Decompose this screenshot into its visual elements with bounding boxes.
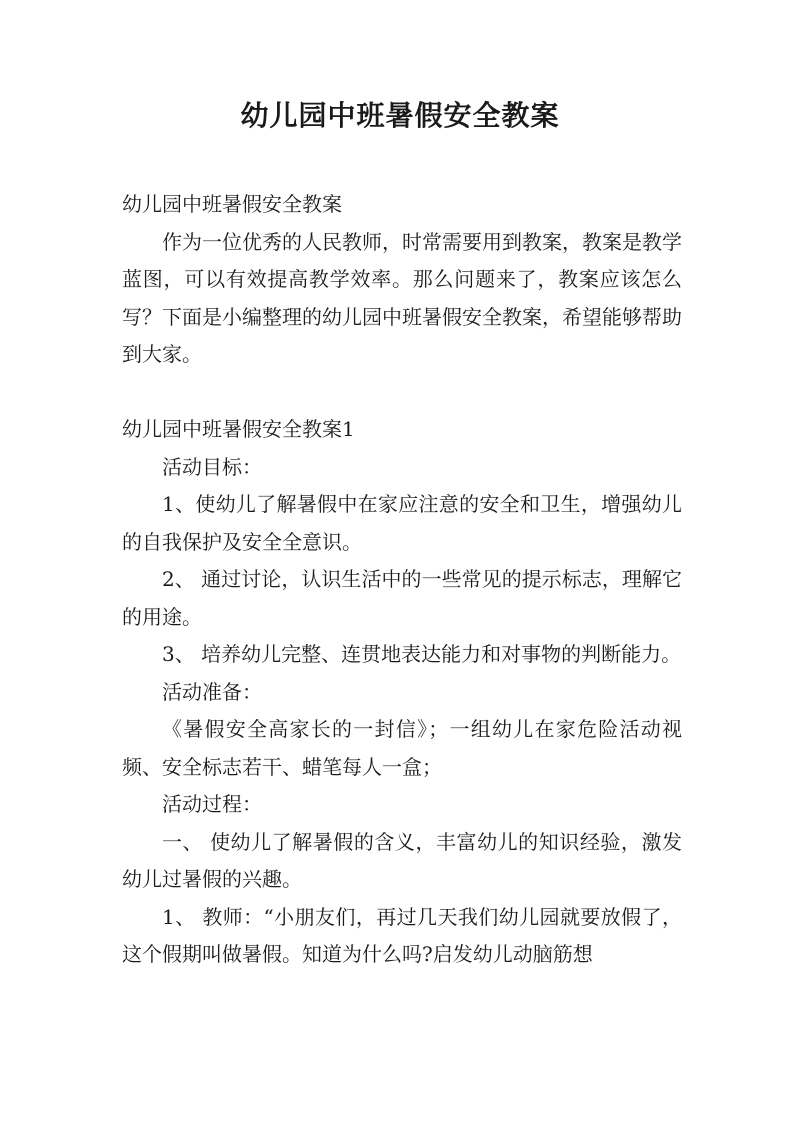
paragraph-spacer — [122, 374, 682, 412]
section-heading-1: 幼儿园中班暑假安全教案1 — [122, 417, 355, 441]
paragraph-preparation-heading: 活动准备： — [162, 679, 262, 704]
paragraph-goal-2: 2、 通过讨论，认识生活中的一些常见的提示标志，理解它的用途。 — [122, 567, 682, 629]
paragraph-goal-3: 3、 培养幼儿完整、连贯地表达能力和对事物的判断能力。 — [162, 642, 682, 666]
paragraph-preparation: 《暑假安全高家长的一封信》；一组幼儿在家危险活动视频、安全标志若干、蜡笔每人一盒； — [122, 717, 682, 779]
paragraph-activity-goals-heading: 活动目标： — [162, 454, 262, 479]
paragraph-subtitle: 幼儿园中班暑假安全教案 — [122, 192, 342, 216]
document-title: 幼儿园中班暑假安全教案 — [240, 99, 560, 132]
paragraph-intro: 作为一位优秀的人民教师，时常需要用到教案，教案是教学蓝图，可以有效提高教学效率。那么问题来了，教案应该怎么写？下面是小编整理的幼儿园中班暑假安全教案，希望能够帮助到大家。 — [122, 229, 682, 366]
paragraph-goal-1: 1、使幼儿了解暑假中在家应注意的安全和卫生，增强幼儿的自我保护及安全全意识。 — [122, 492, 682, 554]
paragraph-process-step-1: 一、 使幼儿了解暑假的含义，丰富幼儿的知识经验，激发幼儿过暑假的兴趣。 — [122, 829, 682, 891]
paragraph-process-substep-1: 1、 教师：“小朋友们，再过几天我们幼儿园就要放假了，这个假期叫做暑假。知道为什么吗?启发幼儿动脑筋想 — [122, 904, 682, 966]
paragraph-process-heading: 活动过程： — [162, 792, 262, 816]
document-body — [122, 186, 682, 974]
